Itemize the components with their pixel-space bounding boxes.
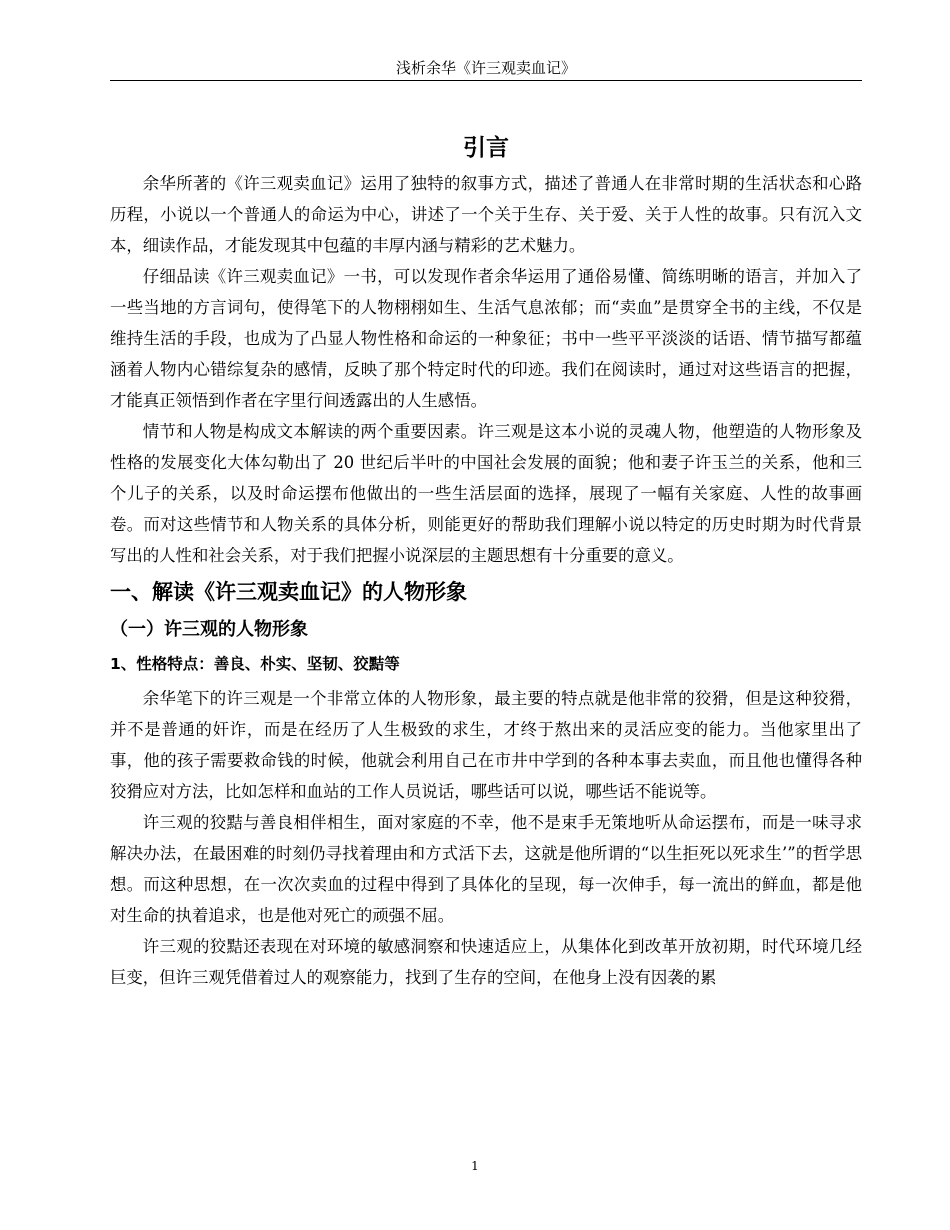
subsubsection-heading: 1、性格特点：善良、朴实、坚韧、狡黠等 [110,655,400,673]
document-body [110,130,862,993]
intro-paragraph-2: 仔细品读《许三观卖血记》一书，可以发现作者余华运用了通俗易懂、简练明晰的语言，并加入了一些当地的方言词句，使得笔下的人物栩栩如生、生活气息浓郁；而“卖血”是贯穿全书的主线，不仅是维持生活的手段，也成为了凸显人物性格和命运的一种象征；书中一些平平淡淡的话语、情节描写都蕴涵着人物内心错综复杂的感情，反映了那个特定时代的印迹。我们在阅读时，通过对这些语言的把握，才能真正领悟到作者在字里行间透露出的人生感悟。 [110,267,862,410]
intro-paragraph-3: 情节和人物是构成文本解读的两个重要因素。许三观是这本小说的灵魂人物，他塑造的人物形象及性格的发展变化大体勾勒出了 20 世纪后半叶的中国社会发展的面貌；他和妻子许玉兰的关系，他和三个儿子的关系，以及时命运摆布他做出的一些生活层面的选择，展现了一幅有关家庭、人性的故事画卷。而对这些情节和人物关系的具体分析，则能更好的帮助我们理解小说以特定的历史时期为时代背景写出的人性和社会关系，对于我们把握小说深层的主题思想有十分重要的意义。 [110,422,862,565]
intro-paragraph-1: 余华所著的《许三观卖血记》运用了独特的叙事方式，描述了普通人在非常时期的生活状态和心路历程，小说以一个普通人的命运为中心，讲述了一个关于生存、关于爱、关于人性的故事。只有沉入文本，细读作品，才能发现其中包蕴的丰厚内涵与精彩的艺术魅力。 [110,174,862,255]
page-header [110,58,862,81]
subsection-heading: （一）许三观的人物形象 [110,619,308,640]
section-paragraph-1: 余华笔下的许三观是一个非常立体的人物形象，最主要的特点就是他非常的狡猾，但是这种狡猾，并不是普通的奸诈，而是在经历了人生极致的求生，才终于熬出来的灵活应变的能力。当他家里出了事，他的孩子需要救命钱的时候，他就会利用自己在市井中学到的各种本事去卖血，而且他也懂得各种狡猾应对方法，比如怎样和血站的工作人员说话，哪些话可以说，哪些话不能说等。 [110,689,862,801]
page-number: 1 [471,1159,479,1173]
header-title: 浅析余华《许三观卖血记》 [395,59,576,77]
section-heading: 一、解读《许三观卖血记》的人物形象 [110,580,467,604]
intro-title: 引言 [463,135,509,161]
page-footer [0,1158,950,1174]
section-paragraph-3: 许三观的狡黠还表现在对环境的敏感洞察和快速适应上，从集体化到改革开放初期，时代环境几经巨变，但许三观凭借着过人的观察能力，找到了生存的空间，在他身上没有因袭的累 [110,937,862,987]
section-paragraph-2: 许三观的狡黠与善良相伴相生，面对家庭的不幸，他不是束手无策地听从命运摆布，而是一味寻求解决办法，在最困难的时刻仍寻找着理由和方式活下去，这就是他所谓的“以生拒死以死求生’”的哲学思想。而这种思想，在一次次卖血的过程中得到了具体化的呈现，每一次伸手，每一流出的鲜血，都是他对生命的执着追求，也是他对死亡的顽强不屈。 [110,813,862,925]
